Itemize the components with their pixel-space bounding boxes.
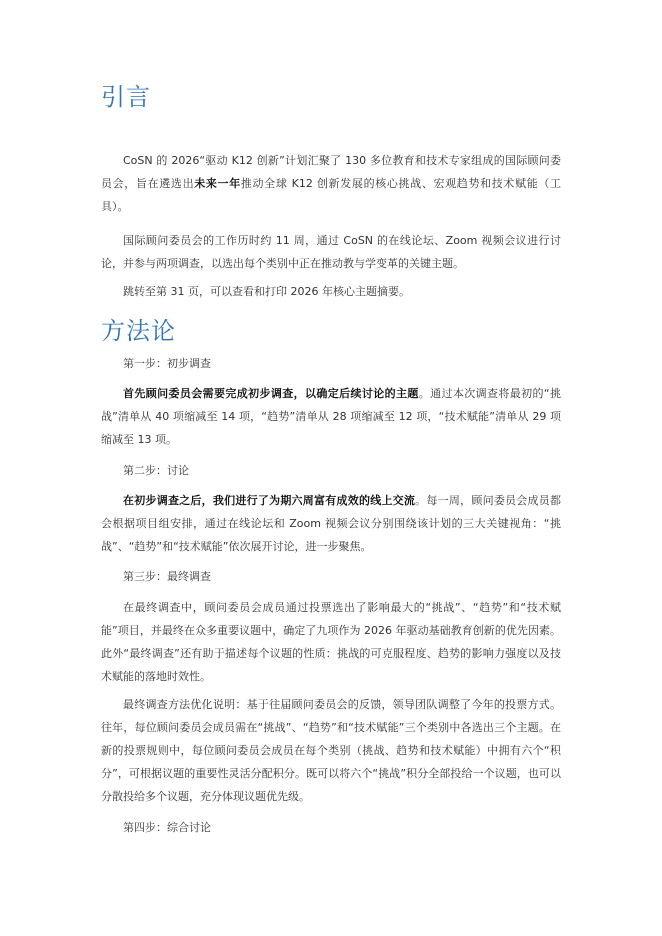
step1-bold: 首先顾问委员会需要完成初步调查，以确定后续讨论的主题: [123, 387, 419, 400]
step2-paragraph: [101, 489, 561, 558]
step1-paragraph: [101, 382, 561, 451]
step1-label: 第一步：初步调查: [123, 357, 211, 370]
intro-heading: 引言: [101, 83, 151, 111]
step3-paragraph-1: 在最终调查中，顾问委员会成员通过投票选出了影响最大的“挑战”、“趋势”和“技术赋能”项目，并最终在众多重要议题中，确定了九项作为 2026 年驱动基础教育创新的优先因素。此外“最终调查”还有助于描述每个议题的性质：挑战的可克服程度、趋势的影响力强度以及技术赋能的落地时效性。: [101, 601, 561, 683]
step3-paragraph-2: 最终调查方法优化说明：基于往届顾问委员会的反馈，领导团队调整了今年的投票方式。往年，每位顾问委员会成员需在“挑战”、“趋势”和“技术赋能”三个类别中各选出三个主题。在新的投票规则中，每位顾问委员会成员在每个类别（挑战、趋势和技术赋能）中拥有六个“积分”，可根据议题的重要性灵活分配积分。既可以将六个“挑战”积分全部投给一个议题，也可以分散投给多个议题，充分体现议题优先级。: [101, 698, 561, 803]
step2-bold: 在初步调查之后，我们进行了为期六周富有成效的线上交流: [123, 494, 416, 507]
step1-text: 。通过本次调查将最初的“挑战”清单从 40 项缩减至 14 项，“趋势”清单从 28 项缩减至 12 项，“技术赋能”清单从 29 项缩减至 13 项。: [101, 387, 561, 446]
intro-p1-text-before: CoSN 的 2026“驱动 K12 创新”计划汇聚了 130 多位教育和技术专家组成的国际顾问委员会，旨在遴选出: [101, 154, 561, 190]
intro-p1-bold: 未来一年: [194, 177, 241, 190]
intro-paragraph-2: 国际顾问委员会的工作历时约 11 周，通过 CoSN 的在线论坛、Zoom 视频会议进行讨论，并参与两项调查，以选出每个类别中正在推动教与学变革的关键主题。: [101, 234, 561, 270]
step3-label: 第三步：最终调查: [123, 570, 211, 583]
step2-label: 第二步：讨论: [123, 464, 189, 477]
intro-paragraph-3: 跳转至第 31 页，可以查看和打印 2026 年核心主题摘要。: [123, 285, 410, 298]
intro-p1-text-after: 推动全球 K12 创新发展的核心挑战、宏观趋势和技术赋能（工具）。: [101, 177, 562, 213]
step4-label: 第四步：综合讨论: [123, 821, 211, 834]
step2-text: 。每一周，顾问委员会成员都会根据项目组安排，通过在线论坛和 Zoom 视频会议分别围绕该计划的三大关键视角：“挑战”、“趋势”和“技术赋能”依次展开讨论，进一步聚焦。: [101, 494, 561, 553]
intro-paragraph-1: [101, 149, 561, 218]
methodology-heading: 方法论: [101, 317, 176, 345]
